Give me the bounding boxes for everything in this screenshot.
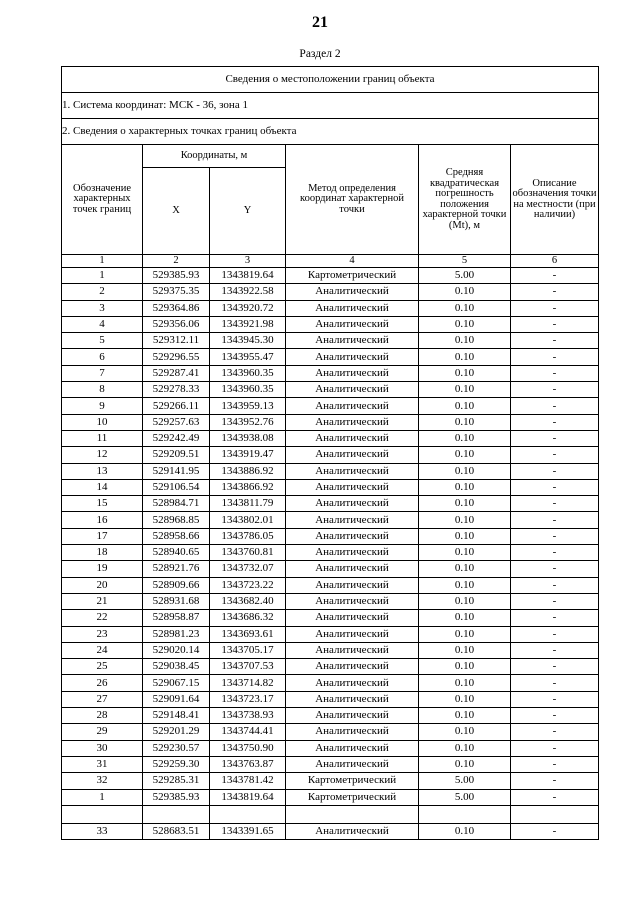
boundary-points-table xyxy=(61,66,599,840)
table-row xyxy=(62,626,599,642)
cell-y: 1343723.22 xyxy=(210,577,286,593)
cell-method: Аналитический xyxy=(286,642,419,658)
cell-error: 0.10 xyxy=(419,512,511,528)
cell-method: Аналитический xyxy=(286,659,419,675)
table-row xyxy=(62,773,599,789)
cell-x: 528958.66 xyxy=(143,528,210,544)
cell-y: 1343938.08 xyxy=(210,430,286,446)
cell-error: 0.10 xyxy=(419,626,511,642)
cell-point-id: 10 xyxy=(62,414,143,430)
cell-point-id: 21 xyxy=(62,593,143,609)
cell-y: 1343686.32 xyxy=(210,610,286,626)
cell-description: - xyxy=(511,610,599,626)
cell-x: 529385.93 xyxy=(143,789,210,805)
blank-cell xyxy=(511,805,599,823)
cell-description: - xyxy=(511,316,599,332)
header-method: Метод определения координат характерной точки xyxy=(286,145,419,255)
cell-method: Аналитический xyxy=(286,675,419,691)
cell-error: 0.10 xyxy=(419,659,511,675)
blank-cell xyxy=(210,805,286,823)
column-number: 5 xyxy=(419,255,511,268)
cell-x: 529259.30 xyxy=(143,756,210,772)
table-row xyxy=(62,756,599,772)
header-x: X xyxy=(143,168,210,255)
cell-x: 529296.55 xyxy=(143,349,210,365)
cell-y: 1343866.92 xyxy=(210,479,286,495)
cell-error: 0.10 xyxy=(419,561,511,577)
table-row xyxy=(62,300,599,316)
cell-x: 529201.29 xyxy=(143,724,210,740)
cell-error: 0.10 xyxy=(419,284,511,300)
cell-description: - xyxy=(511,626,599,642)
cell-point-id: 29 xyxy=(62,724,143,740)
cell-description: - xyxy=(511,659,599,675)
cell-error: 0.10 xyxy=(419,610,511,626)
cell-error: 0.10 xyxy=(419,382,511,398)
cell-error: 0.10 xyxy=(419,823,511,839)
blank-cell xyxy=(419,805,511,823)
cell-point-id: 4 xyxy=(62,316,143,332)
cell-description: - xyxy=(511,414,599,430)
cell-y: 1343682.40 xyxy=(210,593,286,609)
table-row xyxy=(62,398,599,414)
cell-error: 5.00 xyxy=(419,268,511,284)
cell-error: 5.00 xyxy=(419,773,511,789)
cell-description: - xyxy=(511,382,599,398)
cell-description: - xyxy=(511,561,599,577)
column-number: 1 xyxy=(62,255,143,268)
table-row xyxy=(62,708,599,724)
cell-method: Аналитический xyxy=(286,300,419,316)
cell-y: 1343760.81 xyxy=(210,545,286,561)
cell-description: - xyxy=(511,268,599,284)
cell-y: 1343819.64 xyxy=(210,268,286,284)
cell-description: - xyxy=(511,365,599,381)
cell-method: Аналитический xyxy=(286,365,419,381)
cell-y: 1343802.01 xyxy=(210,512,286,528)
cell-point-id: 28 xyxy=(62,708,143,724)
table-title: Сведения о местоположении границ объекта xyxy=(62,67,599,93)
cell-description: - xyxy=(511,724,599,740)
cell-x: 529278.33 xyxy=(143,382,210,398)
cell-description: - xyxy=(511,823,599,839)
cell-method: Аналитический xyxy=(286,528,419,544)
cell-error: 0.10 xyxy=(419,724,511,740)
cell-point-id: 13 xyxy=(62,463,143,479)
cell-y: 1343763.87 xyxy=(210,756,286,772)
cell-point-id: 16 xyxy=(62,512,143,528)
table-row xyxy=(62,463,599,479)
cell-x: 528683.51 xyxy=(143,823,210,839)
cell-y: 1343922.58 xyxy=(210,284,286,300)
table-row xyxy=(62,333,599,349)
cell-x: 529091.64 xyxy=(143,691,210,707)
table-row xyxy=(62,284,599,300)
table-row xyxy=(62,593,599,609)
cell-method: Аналитический xyxy=(286,349,419,365)
cell-description: - xyxy=(511,642,599,658)
cell-description: - xyxy=(511,479,599,495)
cell-method: Аналитический xyxy=(286,740,419,756)
cell-error: 0.10 xyxy=(419,528,511,544)
cell-point-id: 24 xyxy=(62,642,143,658)
table-row xyxy=(62,789,599,805)
cell-y: 1343750.90 xyxy=(210,740,286,756)
cell-y: 1343705.17 xyxy=(210,642,286,658)
points-caption-text: 2. Сведения о характерных точках границ объекта xyxy=(62,119,599,145)
cell-x: 528931.68 xyxy=(143,593,210,609)
points-caption-row xyxy=(62,119,599,145)
cell-description: - xyxy=(511,349,599,365)
cell-method: Аналитический xyxy=(286,414,419,430)
cell-error: 0.10 xyxy=(419,740,511,756)
cell-x: 529257.63 xyxy=(143,414,210,430)
column-number: 3 xyxy=(210,255,286,268)
cell-y: 1343786.05 xyxy=(210,528,286,544)
cell-error: 0.10 xyxy=(419,496,511,512)
cell-point-id: 22 xyxy=(62,610,143,626)
table-row xyxy=(62,447,599,463)
cell-x: 529242.49 xyxy=(143,430,210,446)
cell-method: Аналитический xyxy=(286,610,419,626)
cell-description: - xyxy=(511,545,599,561)
cell-error: 0.10 xyxy=(419,430,511,446)
cell-description: - xyxy=(511,528,599,544)
coord-system-row xyxy=(62,93,599,119)
cell-x: 528984.71 xyxy=(143,496,210,512)
cell-point-id: 1 xyxy=(62,268,143,284)
header-y: Y xyxy=(210,168,286,255)
blank-separator-row xyxy=(62,805,599,823)
table-row xyxy=(62,512,599,528)
cell-x: 529209.51 xyxy=(143,447,210,463)
cell-point-id: 2 xyxy=(62,284,143,300)
cell-description: - xyxy=(511,577,599,593)
cell-description: - xyxy=(511,512,599,528)
cell-x: 529287.41 xyxy=(143,365,210,381)
column-number-row xyxy=(62,255,599,268)
table-row xyxy=(62,823,599,839)
cell-error: 0.10 xyxy=(419,577,511,593)
cell-point-id: 8 xyxy=(62,382,143,398)
table-row xyxy=(62,659,599,675)
cell-method: Аналитический xyxy=(286,463,419,479)
cell-x: 528921.76 xyxy=(143,561,210,577)
cell-y: 1343391.65 xyxy=(210,823,286,839)
cell-y: 1343744.41 xyxy=(210,724,286,740)
cell-point-id: 15 xyxy=(62,496,143,512)
cell-method: Аналитический xyxy=(286,545,419,561)
cell-error: 0.10 xyxy=(419,593,511,609)
cell-error: 0.10 xyxy=(419,398,511,414)
cell-error: 0.10 xyxy=(419,691,511,707)
cell-method: Аналитический xyxy=(286,823,419,839)
cell-method: Аналитический xyxy=(286,333,419,349)
cell-error: 0.10 xyxy=(419,463,511,479)
cell-y: 1343952.76 xyxy=(210,414,286,430)
cell-error: 0.10 xyxy=(419,479,511,495)
table-row xyxy=(62,479,599,495)
cell-y: 1343693.61 xyxy=(210,626,286,642)
cell-description: - xyxy=(511,398,599,414)
table-row xyxy=(62,610,599,626)
cell-method: Аналитический xyxy=(286,561,419,577)
cell-method: Аналитический xyxy=(286,479,419,495)
cell-x: 528981.23 xyxy=(143,626,210,642)
cell-error: 0.10 xyxy=(419,756,511,772)
cell-y: 1343921.98 xyxy=(210,316,286,332)
cell-x: 529375.35 xyxy=(143,284,210,300)
cell-error: 0.10 xyxy=(419,365,511,381)
table-row xyxy=(62,675,599,691)
cell-method: Аналитический xyxy=(286,577,419,593)
cell-method: Аналитический xyxy=(286,691,419,707)
cell-point-id: 30 xyxy=(62,740,143,756)
cell-y: 1343819.64 xyxy=(210,789,286,805)
table-row xyxy=(62,577,599,593)
cell-y: 1343919.47 xyxy=(210,447,286,463)
cell-point-id: 12 xyxy=(62,447,143,463)
cell-description: - xyxy=(511,430,599,446)
table-row xyxy=(62,430,599,446)
cell-error: 0.10 xyxy=(419,545,511,561)
cell-description: - xyxy=(511,691,599,707)
cell-x: 529141.95 xyxy=(143,463,210,479)
cell-point-id: 32 xyxy=(62,773,143,789)
cell-description: - xyxy=(511,789,599,805)
cell-description: - xyxy=(511,773,599,789)
cell-y: 1343945.30 xyxy=(210,333,286,349)
cell-point-id: 17 xyxy=(62,528,143,544)
table-row xyxy=(62,740,599,756)
cell-method: Картометрический xyxy=(286,773,419,789)
cell-y: 1343723.17 xyxy=(210,691,286,707)
cell-y: 1343960.35 xyxy=(210,382,286,398)
page-number: 21 xyxy=(312,14,328,31)
table-row xyxy=(62,724,599,740)
cell-description: - xyxy=(511,496,599,512)
cell-x: 529067.15 xyxy=(143,675,210,691)
cell-point-id: 33 xyxy=(62,823,143,839)
cell-error: 0.10 xyxy=(419,642,511,658)
table-row xyxy=(62,316,599,332)
cell-y: 1343955.47 xyxy=(210,349,286,365)
cell-x: 528909.66 xyxy=(143,577,210,593)
cell-description: - xyxy=(511,447,599,463)
cell-error: 0.10 xyxy=(419,333,511,349)
cell-x: 529385.93 xyxy=(143,268,210,284)
header-description: Описание обозначения точки на местности (при наличии) xyxy=(511,145,599,255)
cell-error: 0.10 xyxy=(419,414,511,430)
table-row xyxy=(62,528,599,544)
cell-point-id: 26 xyxy=(62,675,143,691)
cell-x: 529230.57 xyxy=(143,740,210,756)
section-label: Раздел 2 xyxy=(299,48,341,60)
cell-point-id: 9 xyxy=(62,398,143,414)
table-row xyxy=(62,349,599,365)
table-row xyxy=(62,691,599,707)
cell-method: Аналитический xyxy=(286,430,419,446)
cell-method: Аналитический xyxy=(286,316,419,332)
cell-y: 1343707.53 xyxy=(210,659,286,675)
cell-y: 1343811.79 xyxy=(210,496,286,512)
cell-point-id: 25 xyxy=(62,659,143,675)
cell-x: 528940.65 xyxy=(143,545,210,561)
cell-description: - xyxy=(511,593,599,609)
cell-x: 529364.86 xyxy=(143,300,210,316)
column-number: 2 xyxy=(143,255,210,268)
blank-cell xyxy=(62,805,143,823)
cell-error: 0.10 xyxy=(419,447,511,463)
cell-method: Аналитический xyxy=(286,447,419,463)
cell-method: Аналитический xyxy=(286,496,419,512)
cell-error: 0.10 xyxy=(419,300,511,316)
cell-point-id: 27 xyxy=(62,691,143,707)
cell-method: Аналитический xyxy=(286,512,419,528)
table-title-row xyxy=(62,67,599,93)
cell-y: 1343714.82 xyxy=(210,675,286,691)
cell-y: 1343781.42 xyxy=(210,773,286,789)
cell-point-id: 7 xyxy=(62,365,143,381)
cell-method: Картометрический xyxy=(286,268,419,284)
cell-method: Аналитический xyxy=(286,724,419,740)
cell-x: 528958.87 xyxy=(143,610,210,626)
cell-description: - xyxy=(511,675,599,691)
cell-y: 1343732.07 xyxy=(210,561,286,577)
header-error: Средняя квадратическая погрешность положения характерной точки (Mt), м xyxy=(419,145,511,255)
cell-x: 528968.85 xyxy=(143,512,210,528)
cell-error: 0.10 xyxy=(419,349,511,365)
cell-y: 1343920.72 xyxy=(210,300,286,316)
cell-description: - xyxy=(511,740,599,756)
cell-point-id: 11 xyxy=(62,430,143,446)
cell-point-id: 19 xyxy=(62,561,143,577)
cell-description: - xyxy=(511,756,599,772)
blank-cell xyxy=(286,805,419,823)
cell-description: - xyxy=(511,708,599,724)
table-row xyxy=(62,642,599,658)
table-row xyxy=(62,365,599,381)
cell-point-id: 23 xyxy=(62,626,143,642)
blank-cell xyxy=(143,805,210,823)
cell-error: 0.10 xyxy=(419,316,511,332)
cell-point-id: 6 xyxy=(62,349,143,365)
cell-point-id: 18 xyxy=(62,545,143,561)
cell-description: - xyxy=(511,463,599,479)
column-number: 6 xyxy=(511,255,599,268)
cell-point-id: 14 xyxy=(62,479,143,495)
cell-error: 0.10 xyxy=(419,675,511,691)
table-row xyxy=(62,561,599,577)
header-point-id: Обозначение характерных точек границ xyxy=(62,145,143,255)
cell-method: Аналитический xyxy=(286,756,419,772)
cell-method: Аналитический xyxy=(286,626,419,642)
cell-x: 529266.11 xyxy=(143,398,210,414)
table-row xyxy=(62,382,599,398)
cell-x: 529312.11 xyxy=(143,333,210,349)
cell-description: - xyxy=(511,300,599,316)
cell-method: Аналитический xyxy=(286,398,419,414)
table-row xyxy=(62,414,599,430)
coord-system-text: 1. Система координат: МСК - 36, зона 1 xyxy=(62,93,599,119)
cell-description: - xyxy=(511,284,599,300)
cell-y: 1343959.13 xyxy=(210,398,286,414)
cell-method: Аналитический xyxy=(286,284,419,300)
table-row xyxy=(62,496,599,512)
cell-method: Аналитический xyxy=(286,382,419,398)
cell-error: 0.10 xyxy=(419,708,511,724)
cell-method: Аналитический xyxy=(286,708,419,724)
cell-error: 5.00 xyxy=(419,789,511,805)
cell-x: 529285.31 xyxy=(143,773,210,789)
cell-x: 529020.14 xyxy=(143,642,210,658)
header-row xyxy=(62,145,599,168)
table-row xyxy=(62,268,599,284)
header-coords: Координаты, м xyxy=(143,145,286,168)
table-row xyxy=(62,545,599,561)
cell-y: 1343960.35 xyxy=(210,365,286,381)
cell-point-id: 31 xyxy=(62,756,143,772)
cell-y: 1343738.93 xyxy=(210,708,286,724)
cell-point-id: 1 xyxy=(62,789,143,805)
cell-point-id: 5 xyxy=(62,333,143,349)
cell-point-id: 3 xyxy=(62,300,143,316)
column-number: 4 xyxy=(286,255,419,268)
cell-x: 529148.41 xyxy=(143,708,210,724)
cell-x: 529106.54 xyxy=(143,479,210,495)
cell-description: - xyxy=(511,333,599,349)
cell-x: 529356.06 xyxy=(143,316,210,332)
cell-point-id: 20 xyxy=(62,577,143,593)
cell-y: 1343886.92 xyxy=(210,463,286,479)
cell-x: 529038.45 xyxy=(143,659,210,675)
cell-method: Картометрический xyxy=(286,789,419,805)
cell-method: Аналитический xyxy=(286,593,419,609)
